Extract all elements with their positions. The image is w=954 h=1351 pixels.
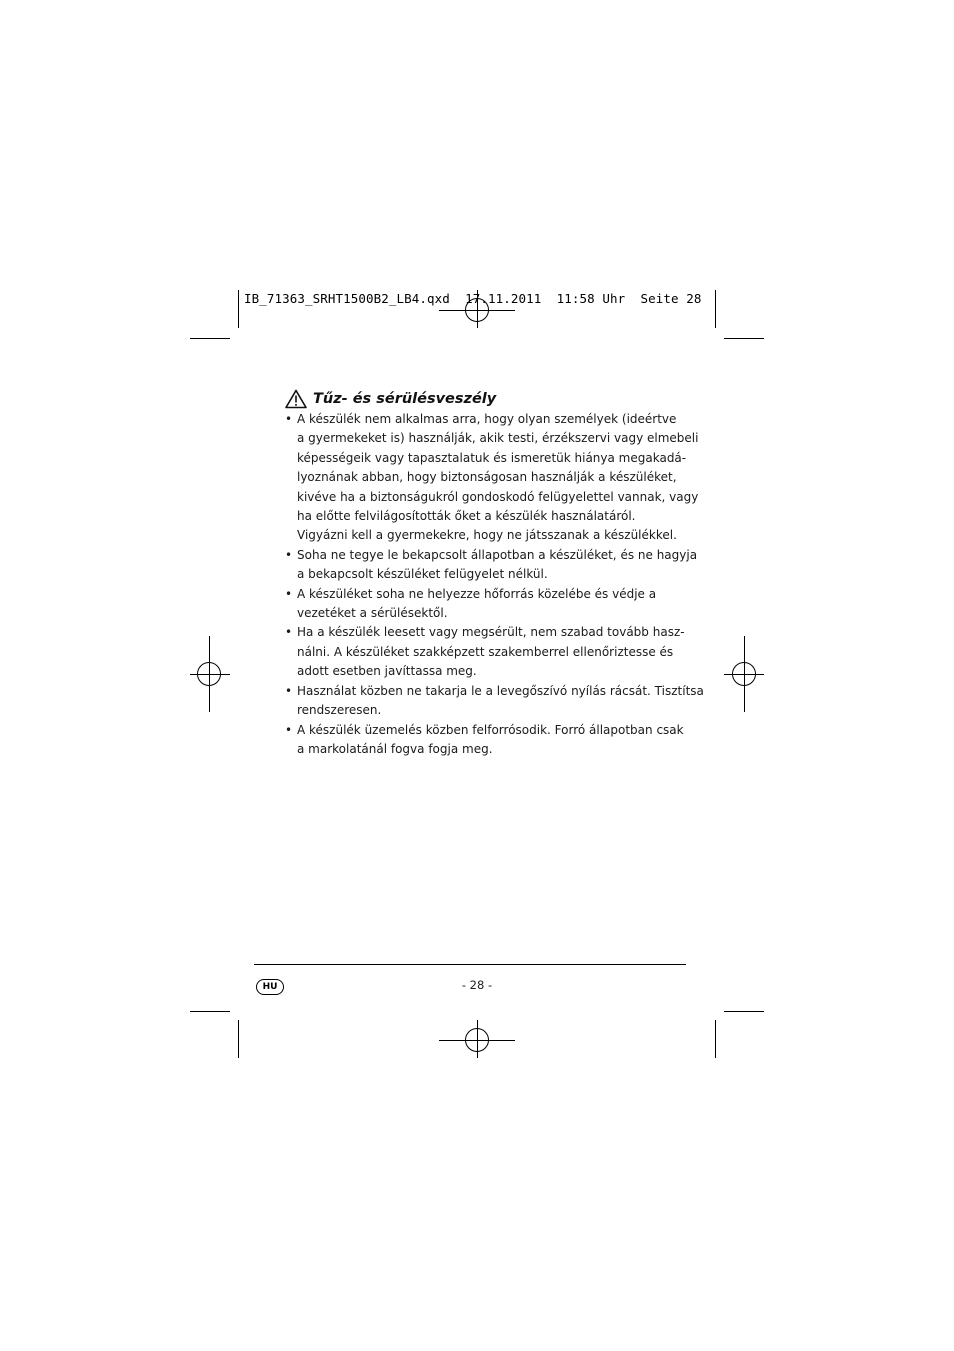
text-line: vezetéket a sérülésektől. — [297, 606, 448, 621]
crop-mark — [190, 338, 230, 339]
registration-circle — [197, 662, 221, 686]
text-line: • Ha a készülék leesett vagy megsérült, nem szabad tovább hasz- — [297, 625, 685, 640]
text-line: kivéve ha a biztonságukról gondoskodó felügyelettel vannak, vagy — [297, 489, 699, 504]
list-item — [283, 546, 698, 585]
text-line: rendszeresen. — [297, 703, 382, 718]
registration-circle — [732, 662, 756, 686]
text-line: • A készülék nem alkalmas arra, hogy olyan személyek (ideértve — [297, 412, 677, 426]
text-line: Vigyázni kell a gyermekekre, hogy ne játsszanak a készülékkel. — [297, 528, 677, 543]
crop-mark — [724, 1011, 764, 1012]
list-item — [283, 585, 673, 624]
list-item — [283, 682, 704, 721]
text-line: adott esetben javíttassa meg. — [297, 664, 477, 679]
text-line: lyoznának abban, hogy biztonságosan használják a készüléket, — [297, 470, 677, 485]
crop-mark — [715, 1020, 716, 1058]
section-heading — [285, 388, 496, 410]
crop-mark — [724, 338, 764, 339]
section-title: Tűz- és sérülésveszély — [313, 391, 497, 407]
list-item — [283, 721, 684, 760]
text-line: • Soha ne tegye le bekapcsolt állapotban a készüléket, és ne hagyja — [297, 547, 698, 562]
text-line: a markolatánál fogva fogja meg. — [297, 741, 493, 756]
list-item — [283, 410, 699, 546]
page-number: - 28 - — [461, 978, 493, 992]
text-line: a bekapcsolt készüléket felügyelet nélkül. — [297, 567, 548, 582]
text-line: • A készülék üzemelés közben felforrósodik. Forró állapotban csak — [297, 722, 684, 737]
warning-triangle-icon — [285, 389, 307, 409]
crop-mark — [238, 1020, 239, 1058]
safety-bullet-list — [283, 410, 704, 759]
text-line: nálni. A készüléket szakképzett szakemberrel ellenőriztesse és — [297, 644, 674, 659]
text-line: ha előtte felvilágosították őket a készülék használatáról. — [297, 509, 636, 524]
crop-mark — [715, 290, 716, 328]
crop-mark — [238, 290, 239, 328]
registration-circle — [465, 1028, 489, 1052]
text-line: • A készüléket soha ne helyezze hőforrás közelébe és védje a — [297, 586, 657, 601]
language-badge: HU — [256, 979, 284, 995]
crop-mark — [190, 1011, 230, 1012]
text-line: a gyermekeket is) használják, akik testi, érzékszervi vagy elmebeli — [297, 431, 699, 446]
print-slug: IB_71363_SRHT1500B2_LB4.qxd 17.11.2011 11:58 Uhr Seite 28 — [244, 291, 702, 306]
text-line: • Használat közben ne takarja le a levegőszívó nyílás rácsát. Tisztítsa — [297, 683, 704, 698]
text-line: képességeik vagy tapasztalatuk és ismeretük hiánya megakadá- — [297, 450, 687, 465]
list-item — [283, 623, 685, 681]
footer-rule — [254, 964, 686, 965]
